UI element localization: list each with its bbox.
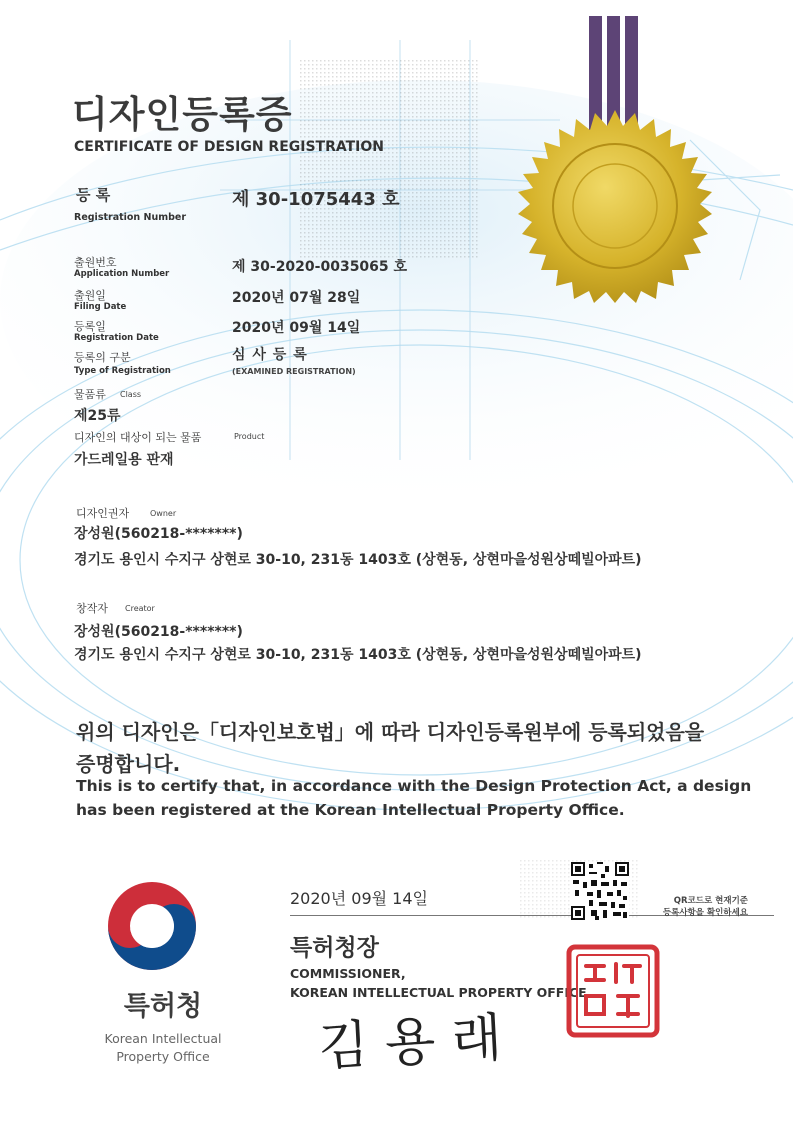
commissioner-title-en (290, 964, 587, 1002)
application-number-label: 출원번호 (74, 256, 117, 269)
registration-date-label-en: Registration Date (74, 333, 159, 343)
kipo-logo-icon (104, 878, 200, 974)
registration-date-value: 2020년 09월 14일 (232, 320, 361, 336)
filing-date-label: 출원일 (74, 289, 106, 302)
registration-number: 제 30-1075443 호 (232, 189, 400, 210)
gold-seal-icon (517, 108, 713, 304)
creator-label-en: Creator (125, 604, 155, 613)
registration-label-en: Registration Number (74, 212, 187, 223)
certification-statement-ko (76, 716, 776, 780)
qr-note-line: QR코드로 현재기준 (673, 896, 748, 906)
owner-label-en: Owner (150, 509, 177, 518)
registration-label: 등 록 (76, 186, 111, 204)
certification-statement-en (76, 774, 766, 822)
page-title: 디자인등록증 (72, 93, 293, 136)
logo-line: Korean Intellectual (104, 1031, 222, 1046)
kipo-logo-name-en (78, 1030, 248, 1066)
filing-date-label-en: Filing Date (74, 302, 127, 312)
product-value: 가드레일용 판재 (74, 452, 174, 468)
page-subtitle: CERTIFICATE OF DESIGN REGISTRATION (74, 139, 385, 155)
certification-line: 위의 디자인은「디자인보호법」에 따라 디자인등록원부에 등록되었음을 (76, 720, 705, 744)
registration-type-label-en: Type of Registration (74, 366, 171, 376)
application-number-label-en: Application Number (74, 269, 170, 279)
owner-address: 경기도 용인시 수지구 상현로 30-10, 231동 1403호 (상현동, 상현마을성원상떼빌아파트) (74, 552, 642, 568)
registration-type-value-en: (EXAMINED REGISTRATION) (232, 367, 356, 376)
commissioner-line: COMMISSIONER, (290, 966, 406, 981)
qr-code-icon[interactable] (571, 862, 629, 920)
creator-name: 장성원(560218-*******) (74, 624, 243, 640)
issue-date: 2020년 09월 14일 (290, 889, 428, 908)
qr-note (640, 895, 748, 919)
commissioner-signature: 김 용 래 (316, 1008, 504, 1078)
registration-type-value: 심 사 등 록 (232, 347, 308, 363)
registration-type-label: 등록의 구분 (74, 351, 131, 364)
owner-name: 장성원(560218-*******) (74, 526, 243, 542)
certification-line: has been registered at the Korean Intellectual Property Office. (76, 801, 625, 819)
certification-line: 증명합니다. (76, 752, 181, 776)
commissioner-line: KOREAN INTELLECTUAL PROPERTY OFFICE (290, 985, 587, 1000)
registration-date-label: 등록일 (74, 320, 106, 333)
product-label-en: Product (234, 432, 265, 441)
creator-address: 경기도 용인시 수지구 상현로 30-10, 231동 1403호 (상현동, 상현마을성원상떼빌아파트) (74, 647, 642, 663)
product-label: 디자인의 대상이 되는 물품 (74, 431, 202, 444)
class-label-en: Class (120, 390, 142, 399)
class-label: 물품류 (74, 388, 106, 401)
filing-date-value: 2020년 07월 28일 (232, 290, 361, 306)
official-stamp-icon (566, 944, 660, 1038)
qr-note-line: 등록사항을 확인하세요 (662, 908, 748, 918)
owner-label: 디자인권자 (76, 507, 130, 520)
class-value: 제25류 (74, 408, 121, 424)
commissioner-title: 특허청장 (290, 935, 379, 961)
creator-label: 창작자 (76, 602, 108, 615)
application-number-value: 제 30-2020-0035065 호 (232, 259, 408, 275)
kipo-logo-name: 특허청 (123, 991, 203, 1022)
logo-line: Property Office (116, 1049, 210, 1064)
certification-line: This is to certify that, in accordance with the Design Protection Act, a design (76, 777, 752, 795)
